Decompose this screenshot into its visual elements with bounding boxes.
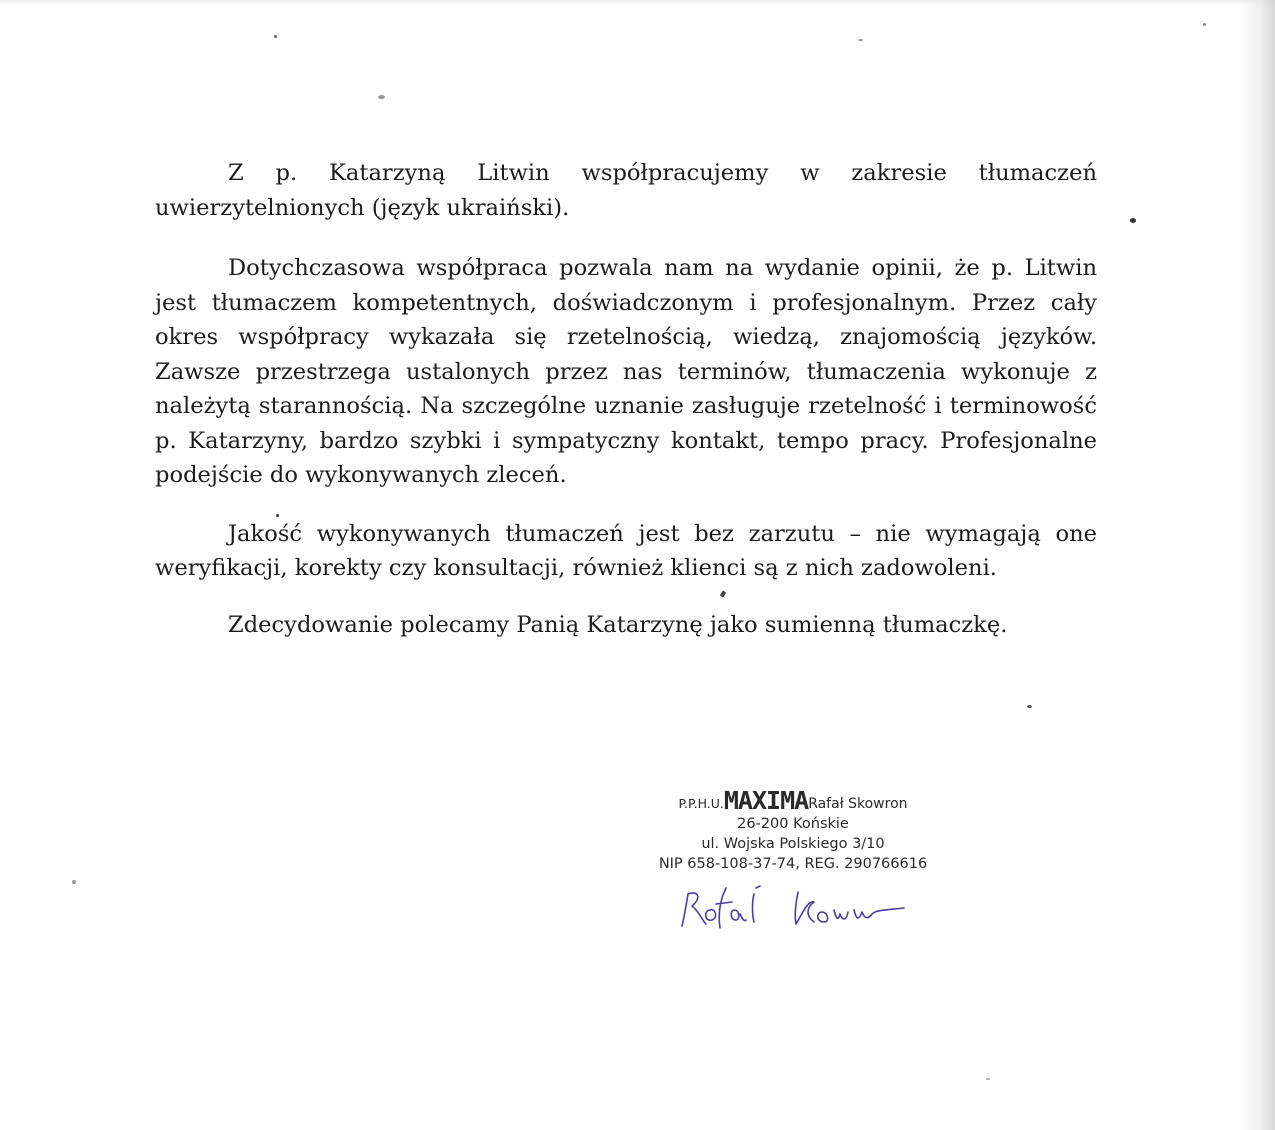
letter-paragraph-4: Zdecydowanie polecamy Panią Katarzynę jako sumienną tłumaczkę.: [228, 611, 1008, 638]
signature-stroke: [731, 910, 746, 921]
signature-stroke: [818, 912, 828, 922]
scan-shadow-top: [0, 0, 1275, 6]
signature-strokes: [682, 886, 904, 928]
letter-paragraph-2: Dotychczasowa współpraca pozwala nam na wydanie opinii, że p. Litwin jest tłumaczem kompetentnych, doświadczonym i profesjonalnym. Przez cały okres współpracy wykazała się rzetelnością, wiedzą, znajomością języków. Zawsze przestrzega ustalonych przez nas terminów, tłumaczenia wykonuje z należytą starannością. Na szczególne uznanie zasługuje rzetelność i terminowość p. Katarzyny, bardzo szybki i sympatyczny kontakt, tempo pracy. Profesjonalne podejście do wykonywanych zleceń.: [155, 255, 1097, 488]
signature-stroke: [706, 910, 716, 920]
signature-stroke: [716, 888, 732, 928]
stamp-city: 26-200 Końskie: [737, 816, 849, 832]
signature-stroke: [753, 886, 761, 922]
signature-stroke: [688, 893, 706, 924]
scan-speck: [986, 1078, 990, 1080]
scan-speck: [858, 39, 863, 41]
scan-speck: [378, 95, 385, 99]
stamp-company-line: [648, 786, 938, 815]
signature-stroke: [682, 894, 688, 926]
letter-paragraph-1: Z p. Katarzyną Litwin współpracujemy w zakresie tłumaczeń uwierzytelnionych (język ukraiński).: [155, 160, 1097, 221]
letter-paragraph-3: Jakość wykonywanych tłumaczeń jest bez zarzutu – nie wymagają one weryfikacji, korekty czy konsultacji, również klienci są z nich zadowoleni.: [155, 520, 1097, 581]
scan-speck: [1130, 218, 1136, 223]
stamp-prefix: P.P.H.U.: [678, 796, 724, 811]
signature-stroke: [854, 908, 904, 918]
stamp-brand: MAXIMA: [723, 786, 809, 815]
scan-shadow-right: [1241, 0, 1275, 1130]
signature-stroke: [834, 910, 848, 919]
letter-body: [155, 156, 1097, 642]
scan-speck: [1027, 705, 1032, 708]
handwritten-signature: [676, 880, 936, 940]
signature-stroke: [795, 892, 814, 924]
scan-speck: [274, 35, 277, 38]
stamp-owner: Rafał Skowron: [808, 796, 908, 812]
scan-speck: [1203, 23, 1206, 26]
scan-speck: [72, 880, 76, 884]
company-stamp: [648, 786, 938, 874]
stamp-ids: NIP 658-108-37-74, REG. 290766616: [658, 856, 928, 872]
stamp-street: ul. Wojska Polskiego 3/10: [701, 836, 885, 852]
